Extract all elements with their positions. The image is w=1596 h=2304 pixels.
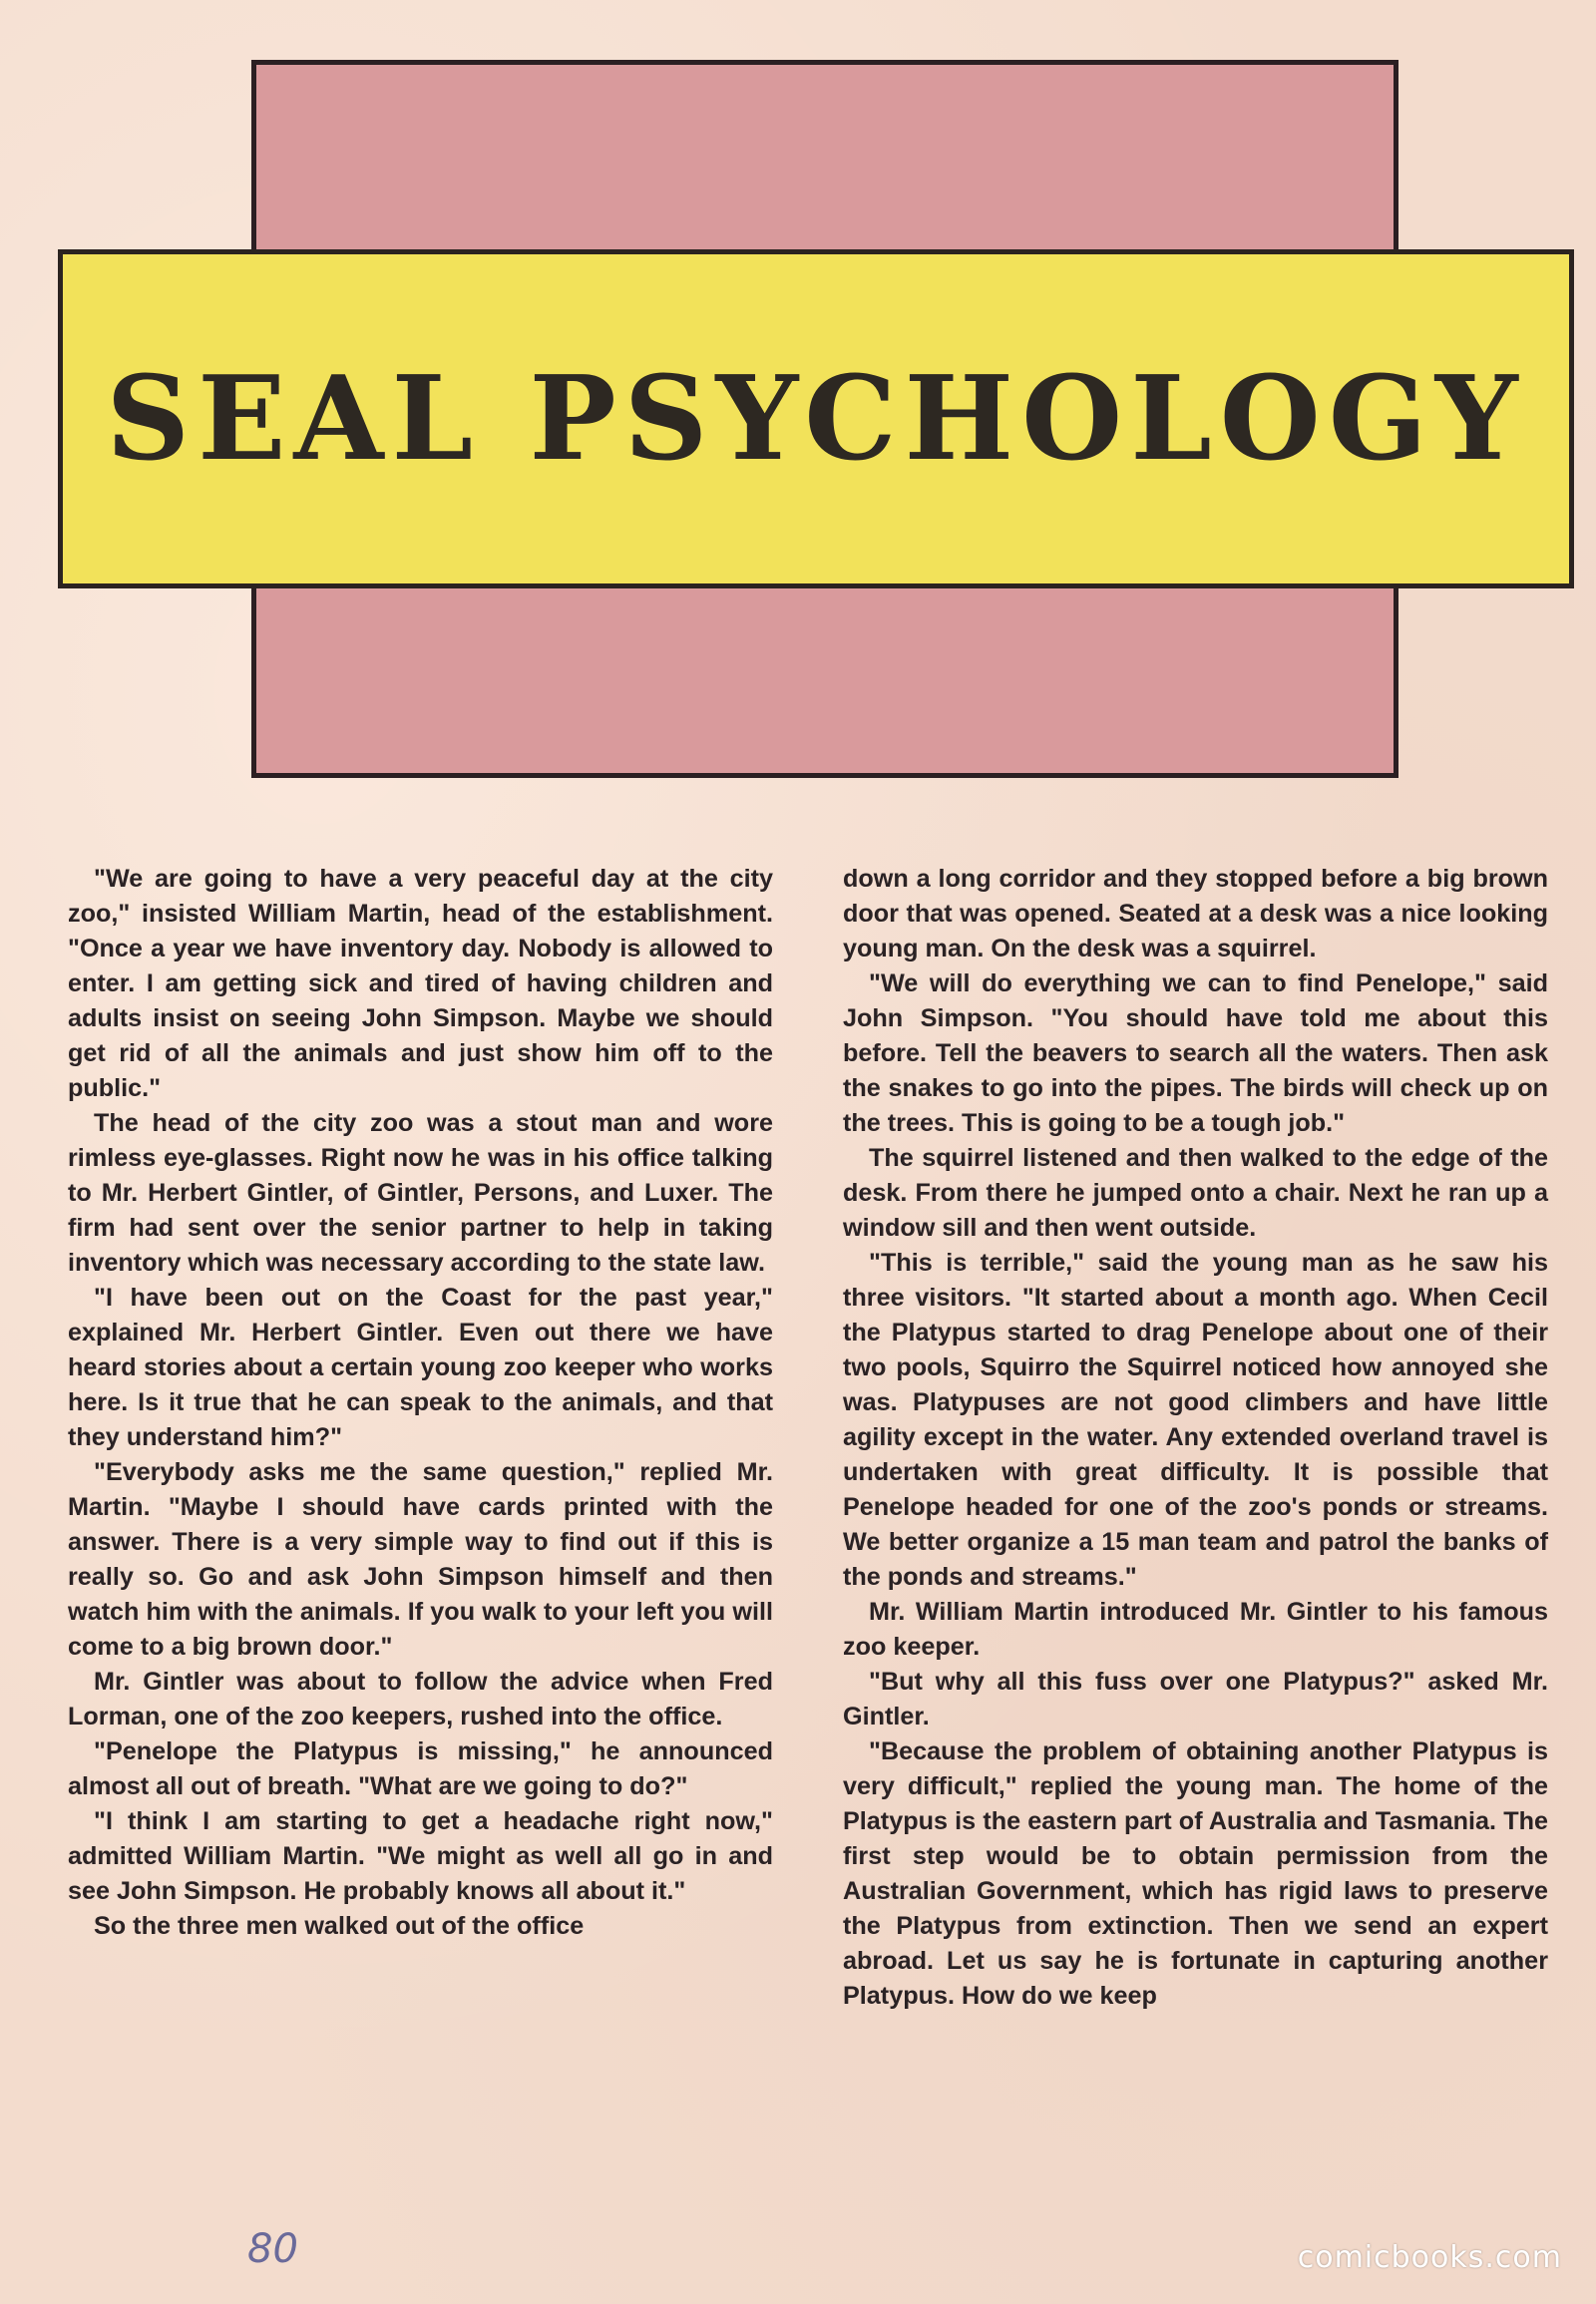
paragraph: "This is terrible," said the young man as he saw his three visitors. "It started about a month ago. When Cecil the Platypus started to drag Penelope about one of their two pools, Squirro the Squirrel noticed how annoyed she was. Platypuses are not good climbers and have little agility except in the water. Any extended overland travel is undertaken with great difficulty. It is possible that Penelope headed for one of the zoo's ponds or streams. We better organize a 15 man team and patrol the banks of the ponds and streams." xyxy=(843,1249,1548,1591)
paragraph: "We will do everything we can to find Penelope," said John Simpson. "You should have told me about this before. Tell the beavers to search all the waters. Then ask the snakes to go into the pipes. The birds will check up on the trees. This is going to be a tough job." xyxy=(843,969,1548,1137)
paragraph: "Because the problem of obtaining another Platypus is very difficult," replied the young man. The home of the Platypus is the eastern part of Australia and Tasmania. The first step would be to obtain permission from the Australian Government, which has rigid laws to preserve the Platypus from extinction. Then we send an expert abroad. Let us say he is fortunate in capturing another Platypus. How do we keep xyxy=(843,1737,1548,2010)
paragraph: Mr. Gintler was about to follow the advice when Fred Lorman, one of the zoo keepers, rushed into the office. xyxy=(68,1668,773,1730)
paragraph: Mr. William Martin introduced Mr. Gintler to his famous zoo keeper. xyxy=(843,1598,1548,1661)
paragraph: So the three men walked out of the office xyxy=(94,1912,585,1940)
paragraph: "I think I am starting to get a headache right now," admitted William Martin. "We might as well all go in and see John Simpson. He probably knows all about it." xyxy=(68,1807,773,1905)
site-watermark: comicbooks.com xyxy=(1297,2240,1562,2275)
paragraph: "But why all this fuss over one Platypus?" asked Mr. Gintler. xyxy=(843,1668,1548,1730)
paragraph: down a long corridor and they stopped before a big brown door that was opened. Seated at a desk was a nice looking young man. On the desk was a squirrel. xyxy=(843,865,1548,962)
paragraph: "We are going to have a very peaceful day at the city zoo," insisted William Martin, head of the establishment. "Once a year we have inventory day. Nobody is allowed to enter. I am getting sick and tired of having children and adults insist on seeing John Simpson. Maybe we should get rid of all the animals and just show him off to the public." xyxy=(68,865,773,1102)
right-column xyxy=(843,862,1548,2014)
paragraph: The squirrel listened and then walked to the edge of the desk. From there he jumped onto a chair. Next he ran up a window sill and then went outside. xyxy=(843,1144,1548,1242)
paragraph: "Everybody asks me the same question," replied Mr. Martin. "Maybe I should have cards printed with the answer. There is a very simple way to find out if this is really so. Go and ask John Simpson himself and then watch him with the animals. If you walk to your left you will come to a big brown door." xyxy=(68,1458,773,1661)
paragraph: The head of the city zoo was a stout man and wore rimless eye-glasses. Right now he was in his office talking to Mr. Herbert Gintler, of Gintler, Persons, and Luxer. The firm had sent over the senior partner to help in taking inventory which was necessary according to the state law. xyxy=(68,1109,773,1277)
handwritten-page-number: 80 xyxy=(247,2226,298,2272)
left-column xyxy=(68,862,773,2014)
title-banner xyxy=(58,249,1574,588)
paragraph: "I have been out on the Coast for the past year," explained Mr. Herbert Gintler. Even out there we have heard stories about a certain young zoo keeper who works here. Is it true that he can speak to the animals, and that they understand him?" xyxy=(68,1284,773,1451)
paragraph: "Penelope the Platypus is missing," he announced almost all out of breath. "What are we going to do?" xyxy=(68,1737,773,1800)
story-title: SEAL PSYCHOLOGY xyxy=(106,351,1526,487)
text-columns xyxy=(68,862,1548,2014)
